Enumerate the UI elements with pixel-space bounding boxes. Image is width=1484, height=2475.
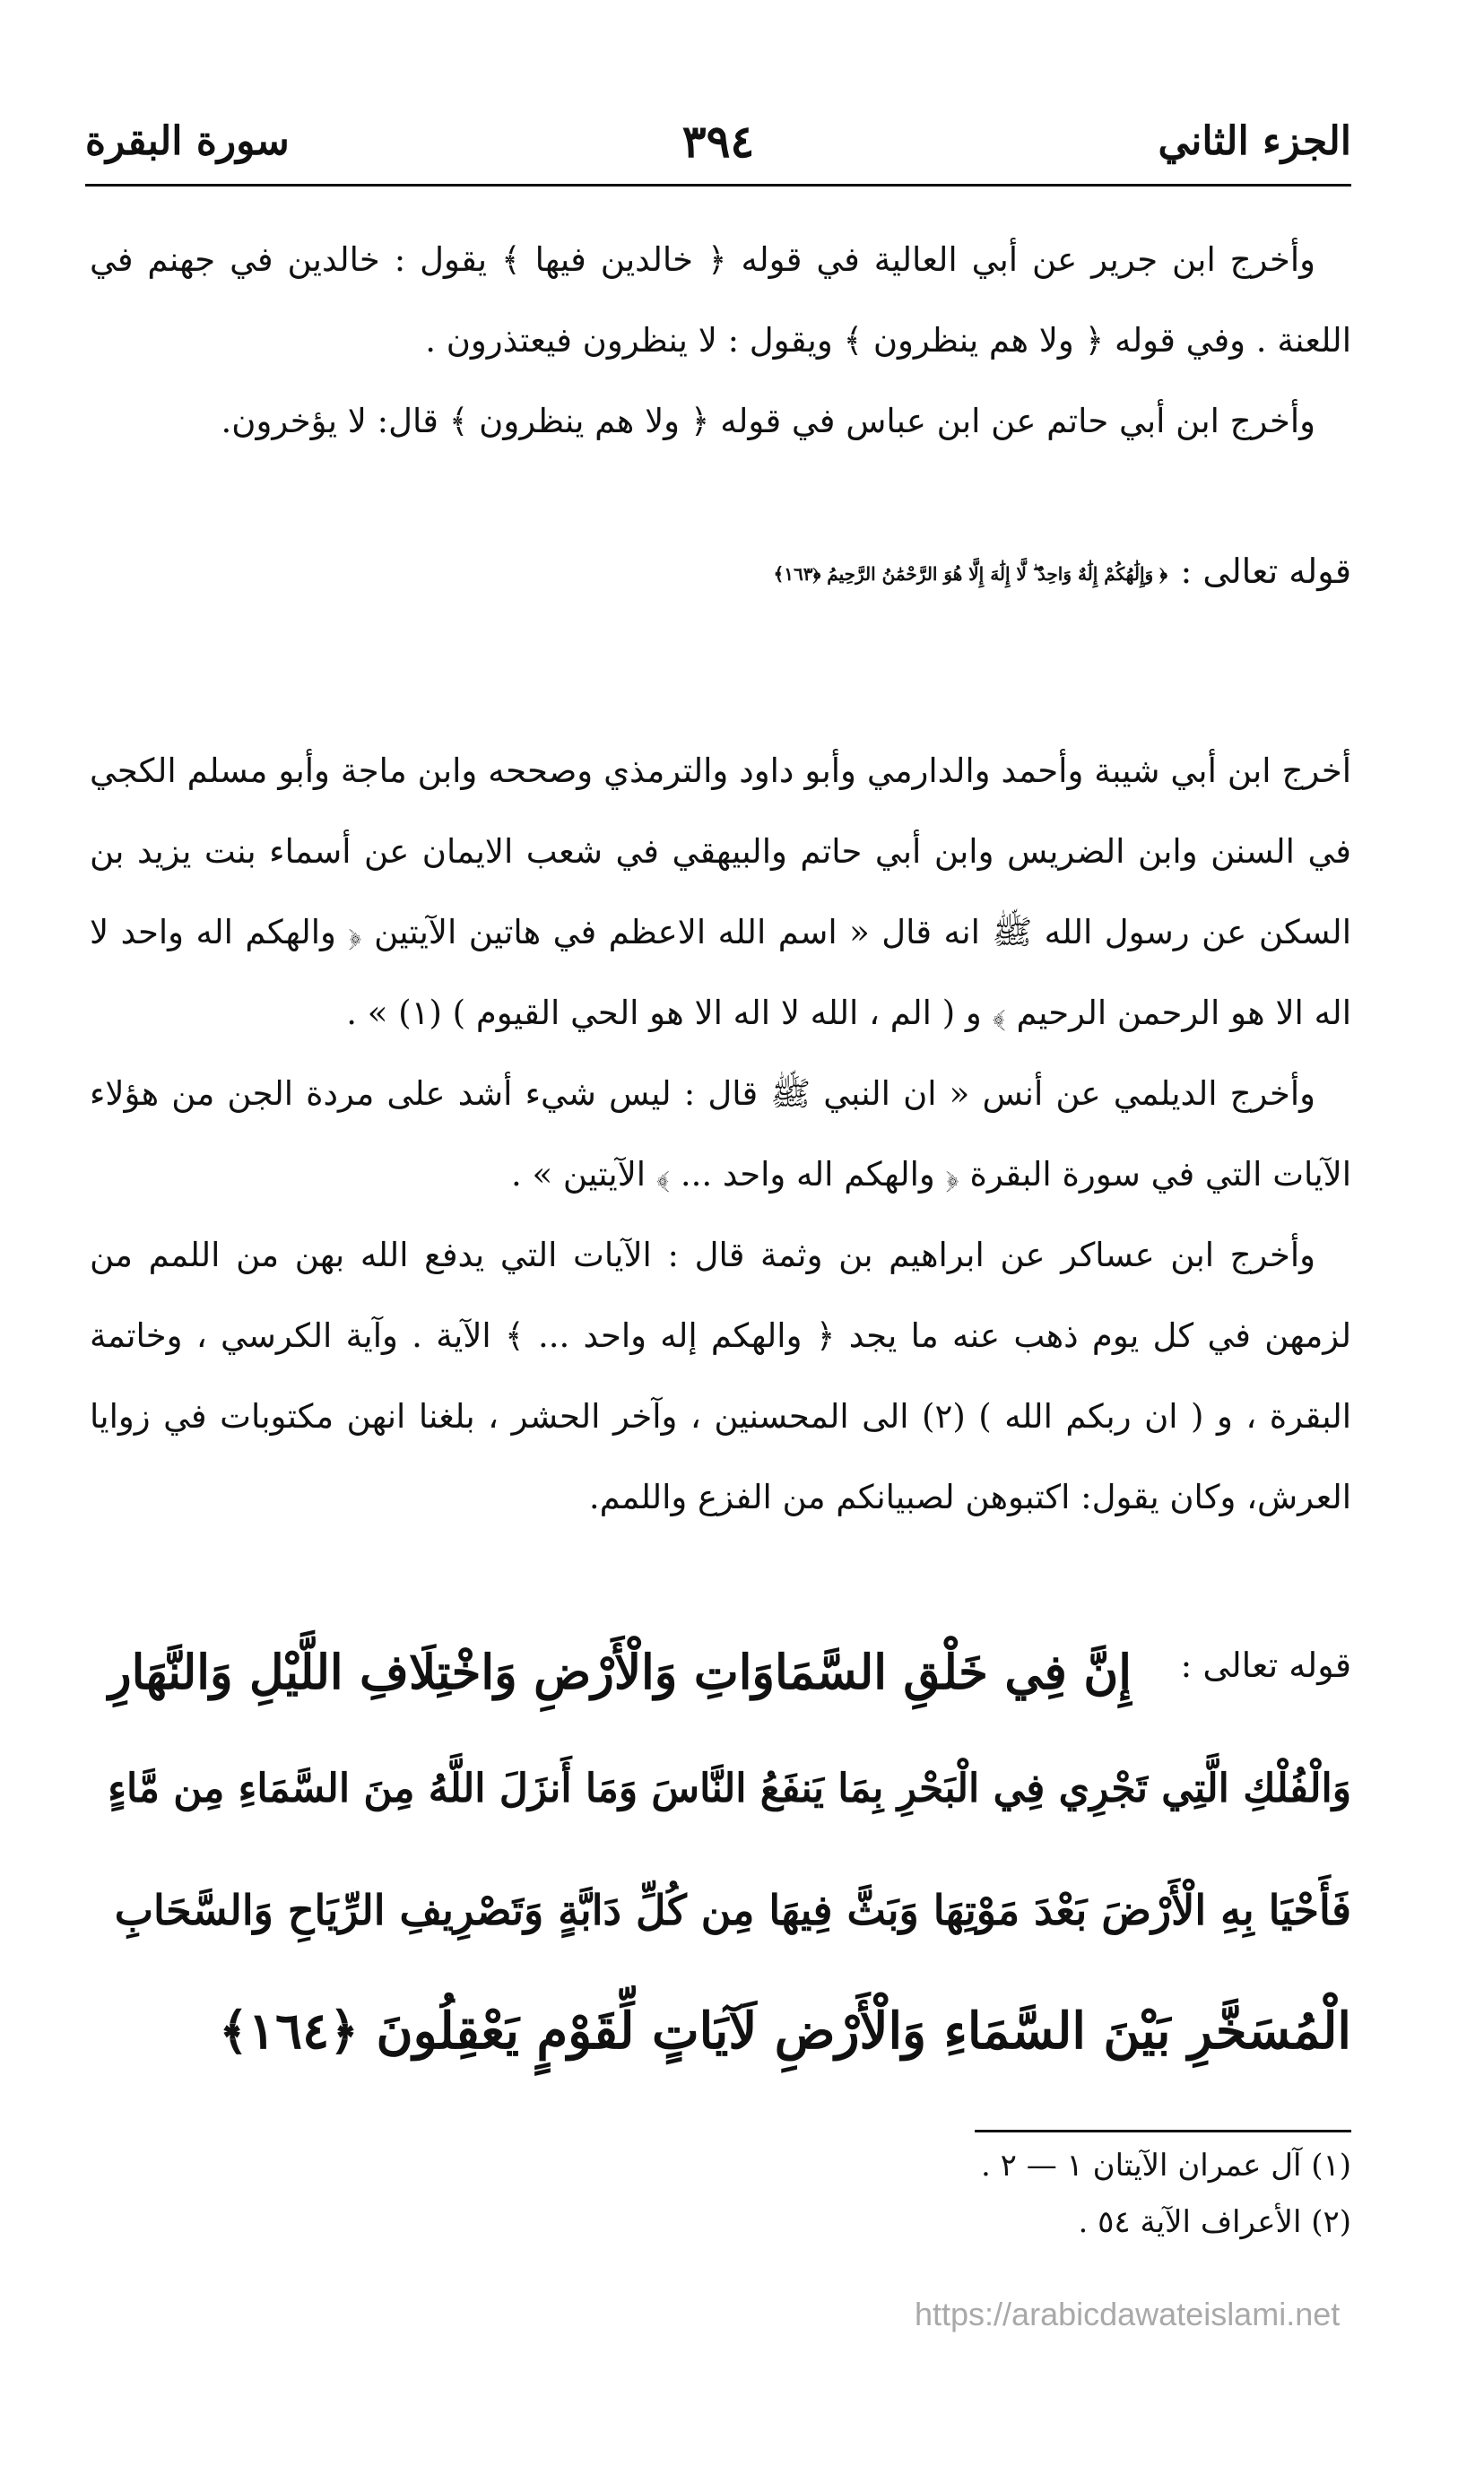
footnote-divider [975,2130,1351,2132]
paragraph: وأخرج الديلمي عن أنس « ان النبي ﷺ قال : ليس شيء أشد على مردة الجن من هؤلاء الآيات التي في سورة البقرة ﴿ والهكم اله واحد ... ﴾ الآيتين » . [90,1074,1351,1194]
verse-label: قوله تعالى : [1180,551,1351,591]
footnote: (٢) الأعراف الآية ٥٤ . [1078,2204,1351,2240]
paragraph: وأخرج ابن عساكر عن ابراهيم بن وثمة قال : الآيات التي يدفع الله بهن من اللمم من لزمهن في كل يوم ذهب عنه ما يجد ﴿ والهكم إله واحد ... ﴾ الآية . وآية الكرسي ، وخاتمة البقرة ، و ( ان ربكم الله ) (٢) الى المحسنين ، وآخر الحشر ، بلغنا انهن مكتوبات في زوايا العرش، وكان يقول: اكتبوهن لصبيانكم من الفزع واللمم. [90,1236,1351,1516]
quran-verse-text: ﴿ وَإِلَٰهُكُمْ إِلَٰهٌ وَاحِدٌ ۖ لَّا إِلَٰهَ إِلَّا هُوَ الرَّحْمَٰنُ الرَّحِيمُ ﴿١٦٣﴾ [773,563,1167,585]
quran-verse-line: الْمُسَخَّرِ بَيْنَ السَّمَاءِ وَالْأَرْضِ لَآيَاتٍ لِّقَوْمٍ يَعْقِلُونَ ﴿١٦٤﴾ [219,2002,1351,2061]
paragraph: وأخرج ابن أبي حاتم عن ابن عباس في قوله ﴿ ولا هم ينظرون ﴾ قال: لا يؤخرون. [221,402,1315,440]
watermark-url: https://arabicdawateislami.net [915,2296,1341,2332]
header-divider [85,184,1351,187]
verse-label: قوله تعالى : [1180,1646,1351,1685]
verse-164 [90,1623,1351,2475]
paragraph: أخرج ابن أبي شيبة وأحمد والدارمي وأبو داود والترمذي وصححه وابن ماجة وأبو مسلم الكجي في السنن وابن الضريس وابن أبي حاتم والبيهقي في شعب الايمان عن أسماء بنت يزيد بن السكن عن رسول الله ﷺ انه قال « اسم الله الاعظم في هاتين الآيتين ﴿ والهكم اله واحد لا اله الا هو الرحمن الرحيم ﴾ و ( الم ، الله لا اله الا هو الحي القيوم ) (١) » . [90,751,1351,1032]
quran-verse-line: إِنَّ فِي خَلْقِ السَّمَاوَاتِ وَالْأَرْضِ وَاخْتِلَافِ اللَّيْلِ وَالنَّهَارِ [108,1645,1132,1700]
juz-title: الجزء الثاني [1158,118,1351,164]
page-header [85,106,1351,178]
verse-163 [90,525,1351,623]
paragraph: وأخرج ابن جرير عن أبي العالية في قوله ﴿ خالدين فيها ﴾ يقول : خالدين في جهنم في اللعنة . وفي قوله ﴿ ولا هم ينظرون ﴾ ويقول : لا ينظرون فيعتذرون . [90,240,1351,360]
quran-verse-line: وَالْفُلْكِ الَّتِي تَجْرِي فِي الْبَحْرِ بِمَا يَنفَعُ النَّاسَ وَمَا أَنزَلَ اللَّهُ مِنَ السَّمَاءِ مِن مَّاءٍ [108,1766,1351,1811]
commentary-block-1 [90,220,1351,462]
page-number: ٣٩٤ [681,115,755,168]
commentary-block-2 [90,731,1351,1538]
surah-title: سورة البقرة [85,118,290,164]
footnote: (١) آل عمران الآيتان ١ — ٢ . [981,2148,1351,2184]
quran-verse-line: فَأَحْيَا بِهِ الْأَرْضَ بَعْدَ مَوْتِهَا وَبَثَّ فِيهَا مِن كُلِّ دَابَّةٍ وَتَصْرِيفِ الرِّيَاحِ وَالسَّحَابِ [114,1886,1351,1934]
